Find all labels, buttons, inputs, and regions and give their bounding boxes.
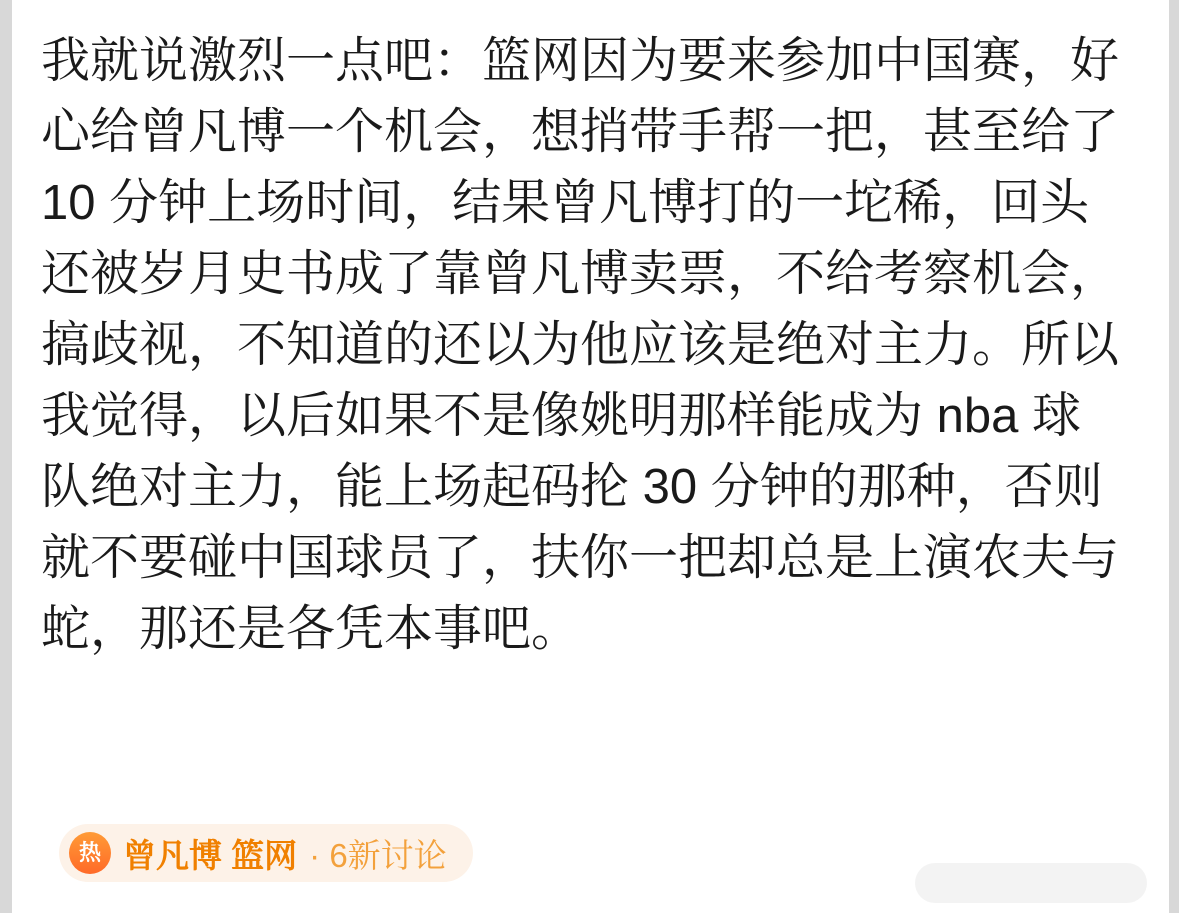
post-body-text: 我就说激烈一点吧：篮网因为要来参加中国赛，好心给曾凡博一个机会，想捎带手帮一把，甚至给了 10 分钟上场时间，结果曾凡博打的一坨稀，回头还被岁月史书成了靠曾凡博卖票，不给考察机会，搞歧视，不知道的还以为他应该是绝对主力。所以我觉得，以后如果不是像姚明那样能成为 nba 球队绝对主力，能上场起码抡 30 分钟的那种，否则就不要碰中国球员了，扶你一把却总是上演农夫与蛇，那还是各凭本事吧。 [41,34,1133,656]
post-content-area [12,0,1169,913]
topic-chip-meta: · 6新讨论 [309,836,447,874]
right-edge-rail [1169,0,1179,913]
topic-chip-label: 曾凡博 篮网 [123,836,298,874]
topic-chip[interactable] [59,824,473,882]
watermark-placeholder [915,863,1147,903]
left-edge-rail [0,0,12,913]
hot-badge-icon: 热 [69,832,111,874]
